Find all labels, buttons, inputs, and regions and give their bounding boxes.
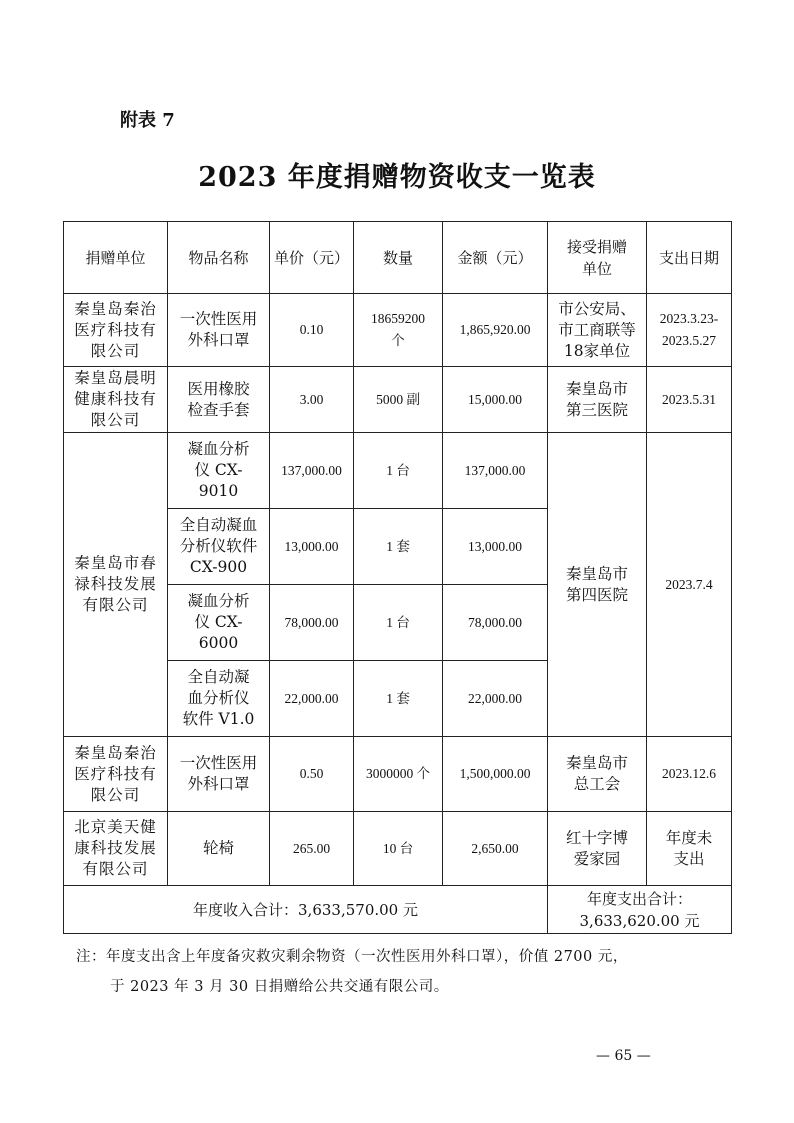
quantity-cell: 1 套 [354, 661, 443, 737]
table-row [64, 812, 732, 886]
item-cell: 轮椅 [168, 812, 270, 886]
unit-price-cell: 78,000.00 [270, 585, 354, 661]
expense-total-value: 3,633,620.00 元 [579, 911, 700, 930]
date-cell: 2023.12.6 [647, 737, 732, 812]
income-total: 年度收入合计：3,633,570.00 元 [64, 886, 548, 934]
amount-cell: 22,000.00 [443, 661, 548, 737]
quantity-cell: 1 台 [354, 585, 443, 661]
quantity-cell: 5000 副 [354, 367, 443, 433]
date-cell: 2023.5.31 [647, 367, 732, 433]
date-cell: 年度未支出 [647, 812, 732, 886]
unit-price-cell: 3.00 [270, 367, 354, 433]
amount-cell: 137,000.00 [443, 433, 548, 509]
amount-cell: 2,650.00 [443, 812, 548, 886]
note-line-1: 注：年度支出含上年度备灾救灾剩余物资（一次性医用外科口罩），价值 2700 元， [76, 949, 628, 965]
table-row [64, 367, 732, 433]
unit-price-cell: 0.10 [270, 294, 354, 367]
page-number: — 65 — [596, 1048, 651, 1064]
table-row [64, 433, 732, 509]
header-date: 支出日期 [647, 222, 732, 294]
donor-cell: 北京美天健康科技发展有限公司 [64, 812, 168, 886]
unit-price-cell: 13,000.00 [270, 509, 354, 585]
quantity-cell: 3000000 个 [354, 737, 443, 812]
header-unit-price: 单价（元） [270, 222, 354, 294]
table-header-row [64, 222, 732, 294]
amount-cell: 15,000.00 [443, 367, 548, 433]
header-donor: 捐赠单位 [64, 222, 168, 294]
item-cell: 一次性医用外科口罩 [168, 737, 270, 812]
attachment-label: 附表 7 [120, 110, 175, 131]
page-title: 2023 年度捐赠物资收支一览表 [198, 162, 596, 193]
quantity-cell: 18659200个 [354, 294, 443, 367]
amount-cell: 78,000.00 [443, 585, 548, 661]
expense-total [548, 886, 732, 934]
quantity-cell: 10 台 [354, 812, 443, 886]
unit-price-cell: 22,000.00 [270, 661, 354, 737]
expense-total-label: 年度支出合计： [586, 889, 692, 908]
donor-cell: 秦皇岛晨明健康科技有限公司 [64, 367, 168, 433]
header-amount: 金额（元） [443, 222, 548, 294]
unit-price-cell: 137,000.00 [270, 433, 354, 509]
amount-cell: 1,500,000.00 [443, 737, 548, 812]
unit-price-cell: 0.50 [270, 737, 354, 812]
item-cell: 医用橡胶检查手套 [168, 367, 270, 433]
date-cell: 2023.7.4 [647, 433, 732, 737]
item-cell: 一次性医用外科口罩 [168, 294, 270, 367]
item-cell: 全自动凝血分析仪软件 V1.0 [168, 661, 270, 737]
table-row [64, 737, 732, 812]
header-recipient: 接受捐赠单位 [548, 222, 647, 294]
donation-table [63, 221, 732, 934]
item-cell: 全自动凝血分析仪软件CX-900 [168, 509, 270, 585]
unit-price-cell: 265.00 [270, 812, 354, 886]
header-quantity: 数量 [354, 222, 443, 294]
item-cell: 凝血分析仪 CX-9010 [168, 433, 270, 509]
amount-cell: 13,000.00 [443, 509, 548, 585]
donor-cell: 秦皇岛秦治医疗科技有限公司 [64, 737, 168, 812]
recipient-cell: 市公安局、市工商联等18家单位 [548, 294, 647, 367]
item-cell: 凝血分析仪 CX-6000 [168, 585, 270, 661]
table-row [64, 294, 732, 367]
header-item: 物品名称 [168, 222, 270, 294]
recipient-cell: 秦皇岛市第三医院 [548, 367, 647, 433]
quantity-cell: 1 台 [354, 433, 443, 509]
donor-cell: 秦皇岛市春禄科技发展有限公司 [64, 433, 168, 737]
donor-cell: 秦皇岛秦治医疗科技有限公司 [64, 294, 168, 367]
date-cell: 2023.3.23-2023.5.27 [647, 294, 732, 367]
amount-cell: 1,865,920.00 [443, 294, 548, 367]
recipient-cell: 秦皇岛市第四医院 [548, 433, 647, 737]
note-line-2: 于 2023 年 3 月 30 日捐赠给公共交通有限公司。 [110, 979, 449, 995]
quantity-cell: 1 套 [354, 509, 443, 585]
recipient-cell: 红十字博爱家园 [548, 812, 647, 886]
totals-row [64, 886, 732, 934]
recipient-cell: 秦皇岛市总工会 [548, 737, 647, 812]
